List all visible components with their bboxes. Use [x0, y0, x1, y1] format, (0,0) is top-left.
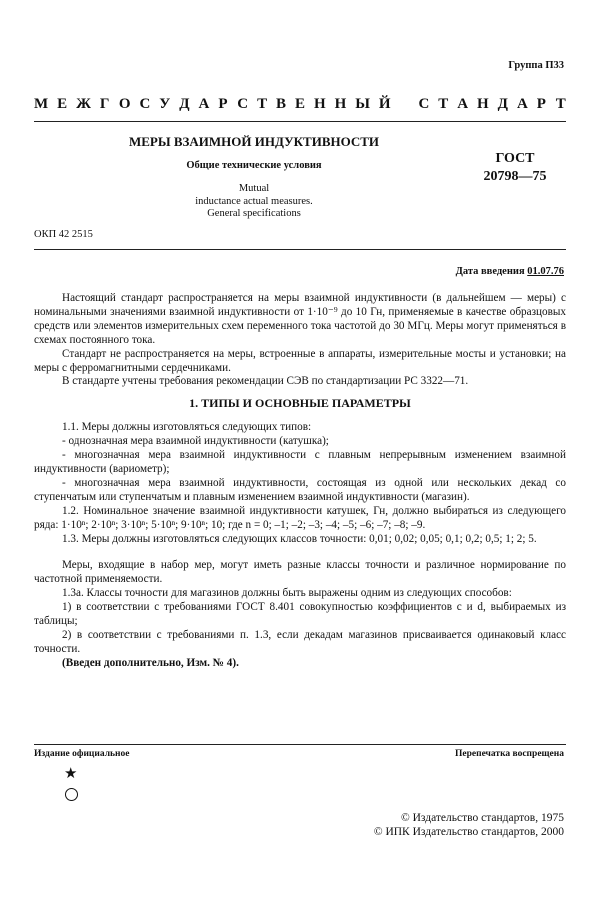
banner-letter: Ж [76, 96, 91, 112]
intro-date-value: 01.07.76 [527, 266, 564, 277]
banner-letter: В [276, 96, 287, 112]
document-subtitle: Общие технические условия [186, 160, 322, 171]
banner-letter: М [34, 96, 49, 112]
banner-letter: О [118, 96, 131, 112]
banner-letter [400, 96, 410, 113]
banner-letter: Е [295, 96, 306, 112]
clause-1-2: 1.2. Номинальное значение взаимной индуктивности катушек, Гн, должно выбираться из следующего ряда: 1·10ⁿ; 2·10ⁿ; 3·10ⁿ; 5·10ⁿ; 9·10ⁿ; 10; где n = 0; –1; –2; –3; –4; –5; –6; –7; –8; –9. [34, 504, 566, 531]
banner-letter: С [139, 96, 151, 112]
banner-letter: У [159, 96, 171, 112]
banner-letter: Д [497, 96, 508, 112]
group-label: Группа П33 [508, 60, 564, 71]
gost-number: 20798—75 [483, 169, 547, 184]
gost-designation [475, 150, 555, 186]
banner-letter: А [516, 96, 528, 112]
type-item: - однозначная мера взаимной индуктивности (катушка); [62, 435, 329, 448]
top-rule [34, 121, 566, 122]
standard-banner [34, 96, 566, 113]
banner-letter: А [457, 96, 469, 112]
english-title-line: inductance actual measures. [195, 195, 313, 207]
clause-1-3-note: Меры, входящие в набор мер, могут иметь разные классы точности и различное нормирование по частотной применяемости. [34, 559, 566, 586]
english-title [104, 183, 404, 221]
banner-letter: Д [179, 96, 190, 112]
banner-letter: Н [477, 96, 489, 112]
type-item: - многозначная мера взаимной индуктивности, состоящая из одной или нескольких декад со ступенчатым или ступенчатым и плавным изменением взаимной индуктивности (магазин). [34, 476, 566, 503]
okp-code: ОКП 42 2515 [34, 229, 93, 240]
document-title: МЕРЫ ВЗАИМНОЙ ИНДУКТИВНОСТИ [128, 134, 380, 149]
way-item: 2) в соответствии с требованиями п. 1.3, если декадам магазинов присваивается одинаковый класс точности. [34, 628, 566, 655]
way-item: 1) в соответствии с требованиями ГОСТ 8.401 совокупностью коэффициентов c и d, выбираемых из таблицы; [34, 601, 566, 628]
document-body [34, 292, 566, 671]
intro-paragraph: Стандарт не распространяется на меры, встроенные в аппараты, измерительные мосты и установки; на меры с ферромагнитными сердечниками. [34, 347, 566, 374]
copyright-line: © Издательство стандартов, 1975 [400, 812, 564, 824]
banner-letter: Г [99, 96, 110, 112]
english-title-line: Mutual [238, 183, 270, 194]
title-rule [34, 249, 566, 250]
copyright-line: © ИПК Издательство стандартов, 2000 [373, 826, 564, 838]
intro-date-label: Дата введения [455, 266, 528, 277]
intro-paragraph: В стандарте учтены требования рекомендации СЭВ по стандартизации РС 3322—71. [62, 375, 469, 388]
banner-letter: Ы [355, 96, 370, 112]
banner-letter: Е [57, 96, 68, 112]
banner-letter: Т [438, 96, 449, 112]
banner-letter: С [237, 96, 249, 112]
type-item: - многозначная мера взаимной индуктивности с плавным непрерывным изменением взаимной индуктивности (вариометр); [34, 449, 566, 475]
english-title-line: General specifications [207, 208, 301, 219]
banner-letter: Т [257, 96, 268, 112]
clause-1-3: 1.3. Меры должны изготовляться следующих классов точности: 0,01; 0,02; 0,05; 0,1; 0,2; 0,5; 1; 2; 5. [62, 532, 537, 545]
amendment-note: (Введен дополнительно, Изм. № 4). [62, 656, 239, 669]
banner-letter: Р [218, 96, 228, 112]
clause-1-3a: 1.3а. Классы точности для магазинов должны быть выражены одним из следующих способов: [62, 587, 512, 600]
intro-paragraph: Настоящий стандарт распространяется на меры взаимной индуктивности (в дальнейшем — меры) с номинальными значениями взаимной индуктивности от 1·10⁻⁹ до 10 Гн, применяемые в качестве образцовых средств или элементов измерительных схем переменного тока частотой до 30 МГц. Меры могут применяться в схемах постоянного тока. [34, 292, 566, 346]
banner-letter: Р [536, 96, 546, 112]
official-edition: Издание официальное [34, 749, 130, 759]
banner-letter: Т [555, 96, 566, 112]
banner-letter: С [418, 96, 430, 112]
circle-icon [65, 788, 78, 801]
section-heading: 1. ТИПЫ И ОСНОВНЫЕ ПАРАМЕТРЫ [189, 396, 411, 411]
banner-letter: Й [378, 96, 391, 112]
gost-label: ГОСТ [495, 151, 535, 166]
star-icon: ★ [64, 766, 78, 782]
clause-1-1: 1.1. Меры должны изготовляться следующих типов: [62, 421, 312, 434]
copyright [374, 811, 564, 839]
reprint-forbidden: Перепечатка воспрещена [454, 749, 564, 759]
intro-date [456, 266, 564, 277]
banner-letter: Н [313, 96, 326, 112]
footer-rule [34, 744, 566, 745]
banner-letter: А [198, 96, 210, 112]
banner-letter: Н [334, 96, 347, 112]
